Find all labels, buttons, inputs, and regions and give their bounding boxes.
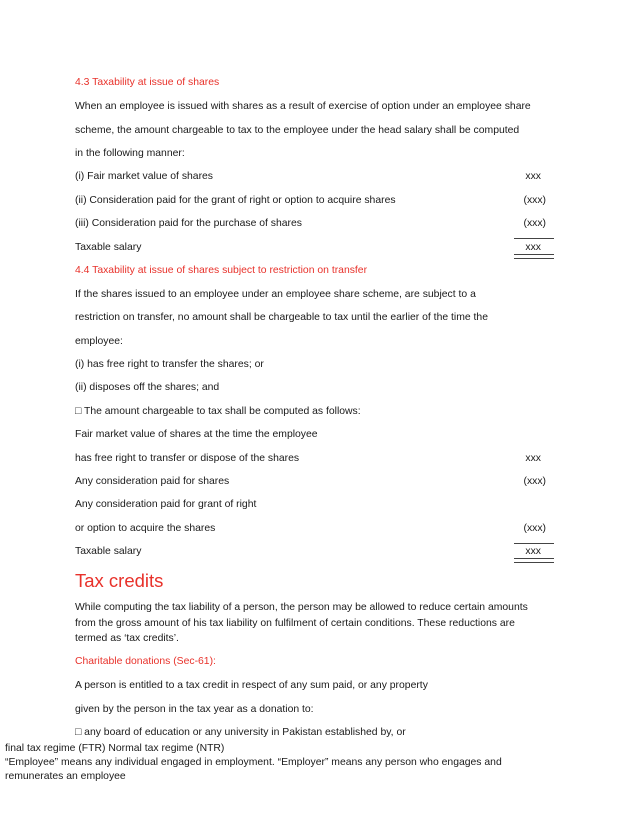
tax-credits-heading: Tax credits [75,570,164,591]
tax-credits-paragraph: While computing the tax liability of a person, the person may be allowed to reduce certain amounts from the gross amount of his tax liability on fulfilment of certain conditions. These reductions are termed as ‘tax credits’. [75,602,528,644]
computation-total-label: Taxable salary [75,546,142,557]
paragraph-line: A person is entitled to a tax credit in respect of any sum paid, or any property [75,680,428,691]
paragraph-line: If the shares issued to an employee under an employee share scheme, are subject to a [75,289,476,300]
computation-row-amount: (xxx) [523,476,546,487]
subtotal-rule [514,238,554,239]
subtotal-rule [514,543,554,544]
computation-total-amount: xxx [525,242,541,253]
paragraph-line: restriction on transfer, no amount shall be chargeable to tax until the earlier of the time the [75,312,488,323]
total-double-underline [514,558,554,563]
paragraph-line: Fair market value of shares at the time the employee [75,429,318,440]
paragraph-line: □ The amount chargeable to tax shall be computed as follows: [75,406,361,417]
computation-row-amount: xxx [525,453,541,464]
computation-row-amount: (xxx) [523,523,546,534]
computation-row-amount: xxx [525,171,541,182]
computation-row-label: (i) Fair market value of shares [75,171,214,182]
computation-row-label: (iii) Consideration paid for the purchase of shares [75,218,302,229]
total-double-underline [514,254,554,259]
section-4-3-heading: 4.3 Taxability at issue of shares [75,77,220,88]
computation-row-label: has free right to transfer or dispose of the shares [75,453,300,464]
computation-row-label: (ii) Consideration paid for the grant of right or option to acquire shares [75,195,396,206]
footer-line: remunerates an employee [5,771,126,782]
footer-line: final tax regime (FTR) Normal tax regime (NTR) [5,743,225,754]
computation-total-amount: xxx [525,546,541,557]
paragraph-line: given by the person in the tax year as a donation to: [75,704,314,715]
paragraph-line: □ any board of education or any university in Pakistan established by, or [75,727,406,738]
paragraph-line: When an employee is issued with shares as a result of exercise of option under an employee share [75,101,531,112]
footer-line: “Employee” means any individual engaged in employment. “Employer” means any person who engages and [5,757,502,768]
paragraph-line: in the following manner: [75,148,185,159]
computation-total-label: Taxable salary [75,242,142,253]
paragraph-line: employee: [75,336,123,347]
paragraph-line: (i) has free right to transfer the shares; or [75,359,264,370]
computation-row-label: Any consideration paid for shares [75,476,230,487]
section-4-4-heading: 4.4 Taxability at issue of shares subject to restriction on transfer [75,265,368,276]
computation-row-amount: (xxx) [523,218,546,229]
computation-row-amount: (xxx) [523,195,546,206]
computation-row-label: or option to acquire the shares [75,523,216,534]
computation-row-label: Any consideration paid for grant of right [75,499,257,510]
paragraph-line: scheme, the amount chargeable to tax to the employee under the head salary shall be computed [75,125,520,136]
charitable-donations-heading: Charitable donations (Sec-61): [75,656,216,667]
paragraph-line: (ii) disposes off the shares; and [75,382,220,393]
